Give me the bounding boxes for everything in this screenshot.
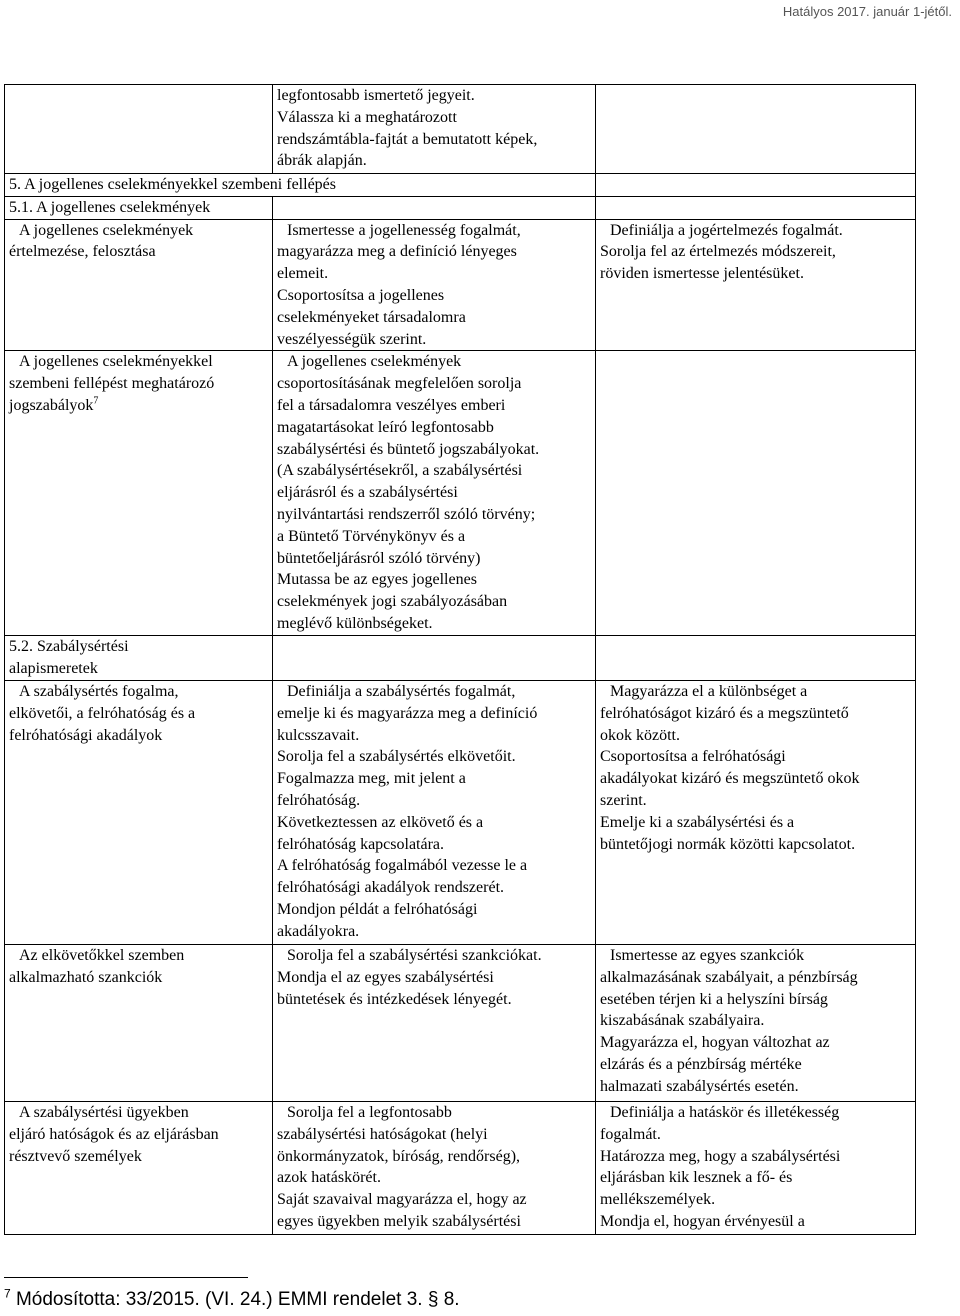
text-line: röviden ismertesse jelentésüket.	[600, 265, 804, 283]
footnote-number: 7	[4, 1286, 11, 1301]
text-line: Mondjon példát a felróhatósági	[277, 900, 478, 918]
text-line: eljárásról és a szabálysértési	[277, 484, 458, 502]
advanced-requirement-cell	[596, 219, 916, 351]
footnote-separator	[4, 1277, 248, 1278]
topic-cell	[5, 1101, 273, 1234]
text-line: büntetések és intézkedések lényegét.	[277, 990, 512, 1008]
requirement-cell	[273, 680, 596, 944]
text-line: Saját szavaival magyarázza el, hogy az	[277, 1191, 527, 1209]
text-line: Magyarázza el a különbséget a	[610, 682, 808, 700]
text-line: büntetőeljárásról szóló törvény)	[277, 549, 481, 567]
text-line: Sorolja fel az értelmezés módszereit,	[600, 243, 836, 261]
text-line: Mutassa be az egyes jogellenes	[277, 571, 477, 589]
topic-line: felróhatósági akadályok	[9, 726, 163, 744]
requirement-cell	[273, 944, 596, 1101]
topic-cell	[5, 944, 273, 1101]
topic-line-last	[9, 395, 272, 417]
text-line: azok hatáskörét.	[277, 1169, 381, 1187]
empty-cell	[273, 196, 596, 219]
text-line: csoportosításának megfelelően sorolja	[277, 375, 522, 393]
text-line: felróhatóságot kizáró és a megszüntető	[600, 704, 849, 722]
text-line: fogalmát.	[600, 1125, 661, 1143]
topic-line: alkalmazható szankciók	[9, 968, 163, 986]
text-line: Ismertesse a jogellenesség fogalmát,	[287, 221, 521, 239]
topic-line: A jogellenes cselekmények	[19, 221, 194, 239]
table-row	[5, 680, 916, 944]
empty-cell	[273, 636, 596, 681]
text-line: alkalmazásának szabályait, a pénzbírság	[600, 968, 858, 986]
text-line: legfontosabb ismertető jegyeit.	[277, 87, 475, 104]
footnote	[4, 1286, 460, 1311]
topic-cell	[5, 680, 273, 944]
requirement-cell	[273, 1101, 596, 1234]
heading-line: alapismeretek	[9, 660, 98, 678]
text-line: mellékszemélyek.	[600, 1191, 716, 1209]
text-line: fel a társadalomra veszélyes emberi	[277, 396, 506, 414]
topic-line: Az elkövetőkkel szemben	[19, 946, 185, 964]
text-line: Ismertesse az egyes szankciók	[610, 946, 805, 964]
text-line: Mondja el az egyes szabálysértési	[277, 968, 494, 986]
topic-line: szembeni fellépést meghatározó	[9, 375, 215, 393]
text-line: Csoportosítsa a felróhatósági	[600, 748, 786, 766]
requirement-cell	[273, 85, 596, 174]
text-line: esetében térjen ki a helyszíni bírság	[600, 990, 828, 1008]
text-line: Emelje ki a szabálysértési és a	[600, 813, 795, 831]
table-row	[5, 219, 916, 351]
text-line: nyilvántartási rendszerről szóló törvény;	[277, 505, 536, 523]
text-line: szabálysértési és büntető jogszabályokat.	[277, 440, 540, 458]
text-line: felróhatóság kapcsolatára.	[277, 835, 445, 853]
text-line: büntetőjogi normák közötti kapcsolatot.	[600, 835, 856, 853]
curriculum-table	[4, 84, 916, 1235]
text-line: felróhatósági akadályok rendszerét.	[277, 879, 505, 897]
text-line: halmazati szabálysértés esetén.	[600, 1077, 799, 1095]
advanced-requirement-cell	[596, 1101, 916, 1234]
text-line: felróhatóság.	[277, 791, 361, 809]
text-line: kulcsszavait.	[277, 726, 360, 744]
topic-line: A szabálysértés fogalma,	[19, 682, 179, 700]
topic-line: A szabálysértési ügyekben	[19, 1103, 189, 1121]
advanced-requirement-cell	[596, 680, 916, 944]
empty-cell	[596, 636, 916, 681]
topic-text: jogszabályok	[9, 396, 94, 414]
requirement-cell	[273, 219, 596, 351]
text-line: szerint.	[600, 791, 647, 809]
section-heading-5-2	[5, 636, 273, 681]
text-line: Definiálja a szabálysértés fogalmát,	[287, 682, 516, 700]
text-line: magatartásokat leíró legfontosabb	[277, 418, 494, 436]
topic-line: résztvevő személyek	[9, 1147, 142, 1165]
topic-line: elkövetői, a felróhatóság és a	[9, 704, 196, 722]
subsection-heading-row	[5, 196, 916, 219]
text-line: elemeit.	[277, 265, 329, 283]
topic-line: A jogellenes cselekményekkel	[19, 353, 213, 371]
topic-line: értelmezése, felosztása	[9, 243, 156, 261]
text-line: veszélyességük szerint.	[277, 330, 427, 348]
text-line: cselekmények jogi szabályozásában	[277, 593, 508, 611]
text-line: elzárás és a pénzbírság mértéke	[600, 1055, 802, 1073]
text-line: A jogellenes cselekmények	[287, 353, 462, 371]
table-row	[5, 944, 916, 1101]
text-line: meglévő különbségeket.	[277, 614, 433, 632]
text-line: A felróhatóság fogalmából vezesse le a	[277, 857, 528, 875]
text-line: önkormányzatok, bíróság, rendőrség),	[277, 1147, 521, 1165]
text-line: Sorolja fel a szabálysértés elkövetőit.	[277, 748, 516, 766]
footnote-text: Módosította: 33/2015. (VI. 24.) EMMI rendelet 3. § 8.	[15, 1289, 460, 1310]
section-heading-5-1: 5.1. A jogellenes cselekmények	[5, 196, 273, 219]
text-line: akadályokat kizáró és megszüntető okok	[600, 770, 860, 788]
text-line: Mondja el, hogyan érvényesül a	[600, 1212, 805, 1230]
table-row	[5, 351, 916, 636]
advanced-requirement-cell-empty	[596, 85, 916, 174]
text-line: Sorolja fel a szabálysértési szankciókat.	[287, 946, 542, 964]
text-line: eljárásban kik lesznek a fő- és	[600, 1169, 793, 1187]
text-line: Csoportosítsa a jogellenes	[277, 286, 445, 304]
text-line: Sorolja fel a legfontosabb	[287, 1103, 452, 1121]
text-line: Definiálja a jogértelmezés fogalmát.	[610, 221, 843, 239]
text-line: cselekményeket társadalomra	[277, 308, 466, 326]
text-line: ábrák alapján.	[277, 152, 367, 170]
text-line: magyarázza meg a definíció lényeges	[277, 243, 517, 261]
text-line: kiszabásának szabályaira.	[600, 1012, 765, 1030]
text-line: szabálysértési hatóságokat (helyi	[277, 1125, 488, 1143]
text-line: emelje ki és magyarázza meg a definíció	[277, 704, 538, 722]
text-line: a Büntető Törvénykönyv és a	[277, 527, 466, 545]
topic-cell	[5, 351, 273, 636]
text-line: Válassza ki a meghatározott	[277, 108, 457, 126]
text-line: akadályokra.	[277, 922, 360, 940]
text-line: Magyarázza el, hogyan változhat az	[600, 1034, 830, 1052]
text-line: (A szabálysértésekről, a szabálysértési	[277, 462, 523, 480]
text-line: Határozza meg, hogy a szabálysértési	[600, 1147, 841, 1165]
text-line: Fogalmazza meg, mit jelent a	[277, 770, 466, 788]
advanced-requirement-cell-empty	[596, 351, 916, 636]
empty-cell	[596, 196, 916, 219]
topic-cell	[5, 219, 273, 351]
empty-cell	[596, 174, 916, 197]
heading-line: 5.2. Szabálysértési	[9, 638, 129, 656]
footnote-reference: 7	[93, 395, 99, 407]
section-heading-5: 5. A jogellenes cselekményekkel szembeni fellépés	[5, 174, 596, 197]
text-line: Definiálja a hatáskör és illetékesség	[610, 1103, 840, 1121]
requirement-cell	[273, 351, 596, 636]
advanced-requirement-cell	[596, 944, 916, 1101]
text-line: okok között.	[600, 726, 680, 744]
validity-header: Hatályos 2017. január 1-jétől.	[782, 4, 952, 19]
subsection-heading-row	[5, 636, 916, 681]
text-line: rendszámtábla-fajtát a bemutatott képek,	[277, 130, 538, 148]
topic-cell-empty	[5, 85, 273, 174]
table-row-continuation	[5, 85, 916, 174]
text-line: Következtessen az elkövető és a	[277, 813, 484, 831]
text-line: egyes ügyekben melyik szabálysértési	[277, 1212, 521, 1230]
section-heading-row	[5, 174, 916, 197]
table-row	[5, 1101, 916, 1234]
topic-line: eljáró hatóságok és az eljárásban	[9, 1125, 219, 1143]
